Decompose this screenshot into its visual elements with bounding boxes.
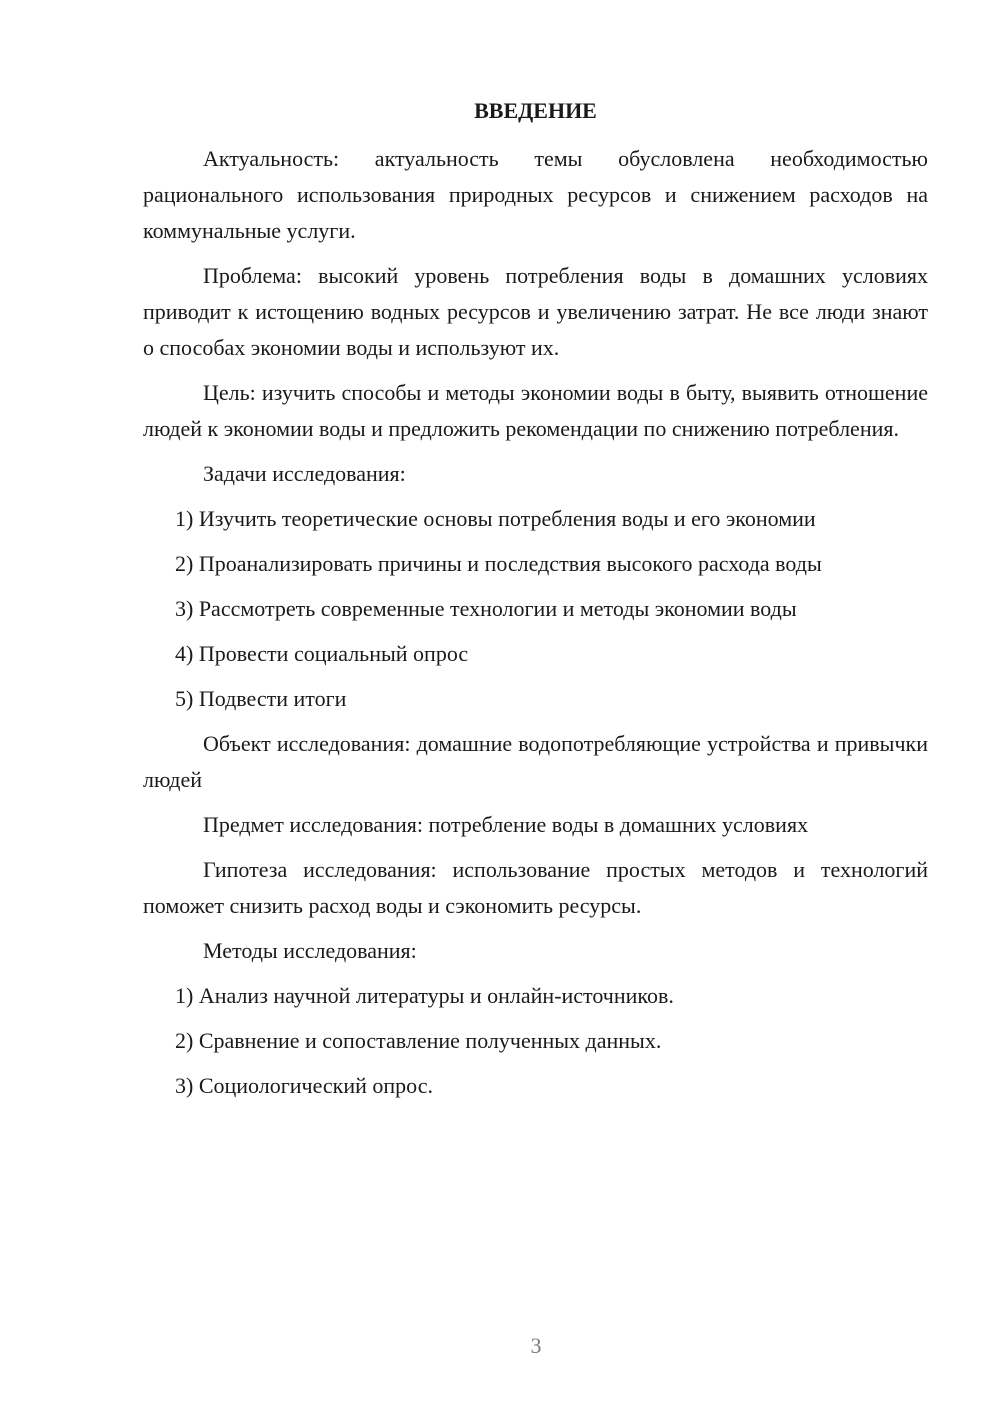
tasks-heading: Задачи исследования: [203,461,406,486]
method-item: 2) Сравнение и сопоставление полученных данных. [175,1028,662,1053]
task-item: 3) Рассмотреть современные технологии и методы экономии воды [175,596,797,621]
problem-paragraph: Проблема: высокий уровень потребления воды в домашних условиях приводит к истощению водных ресурсов и увеличению затрат. Не все люди знают о способах экономии воды и используют их. [143,263,928,360]
method-item: 1) Анализ научной литературы и онлайн-источников. [175,983,674,1008]
task-item: 5) Подвести итоги [175,686,347,711]
method-item: 3) Социологический опрос. [175,1073,433,1098]
object-paragraph: Объект исследования: домашние водопотребляющие устройства и привычки людей [143,731,928,792]
methods-heading: Методы исследования: [203,938,417,963]
document-body [143,93,928,1113]
section-title: ВВЕДЕНИЕ [474,98,597,123]
relevance-paragraph: Актуальность: актуальность темы обусловлена необходимостью рационального использования природных ресурсов и снижением расходов на коммунальные услуги. [143,146,928,243]
hypothesis-paragraph: Гипотеза исследования: использование простых методов и технологий поможет снизить расход воды и сэкономить ресурсы. [143,857,928,918]
subject-paragraph: Предмет исследования: потребление воды в домашних условиях [203,812,809,837]
page-number: 3 [530,1333,542,1358]
goal-paragraph: Цель: изучить способы и методы экономии воды в быту, выявить отношение людей к экономии воды и предложить рекомендации по снижению потребления. [143,380,928,441]
task-item: 1) Изучить теоретические основы потребления воды и его экономии [175,506,816,531]
task-item: 4) Провести социальный опрос [175,641,469,666]
task-item: 2) Проанализировать причины и последствия высокого расхода воды [175,551,822,576]
